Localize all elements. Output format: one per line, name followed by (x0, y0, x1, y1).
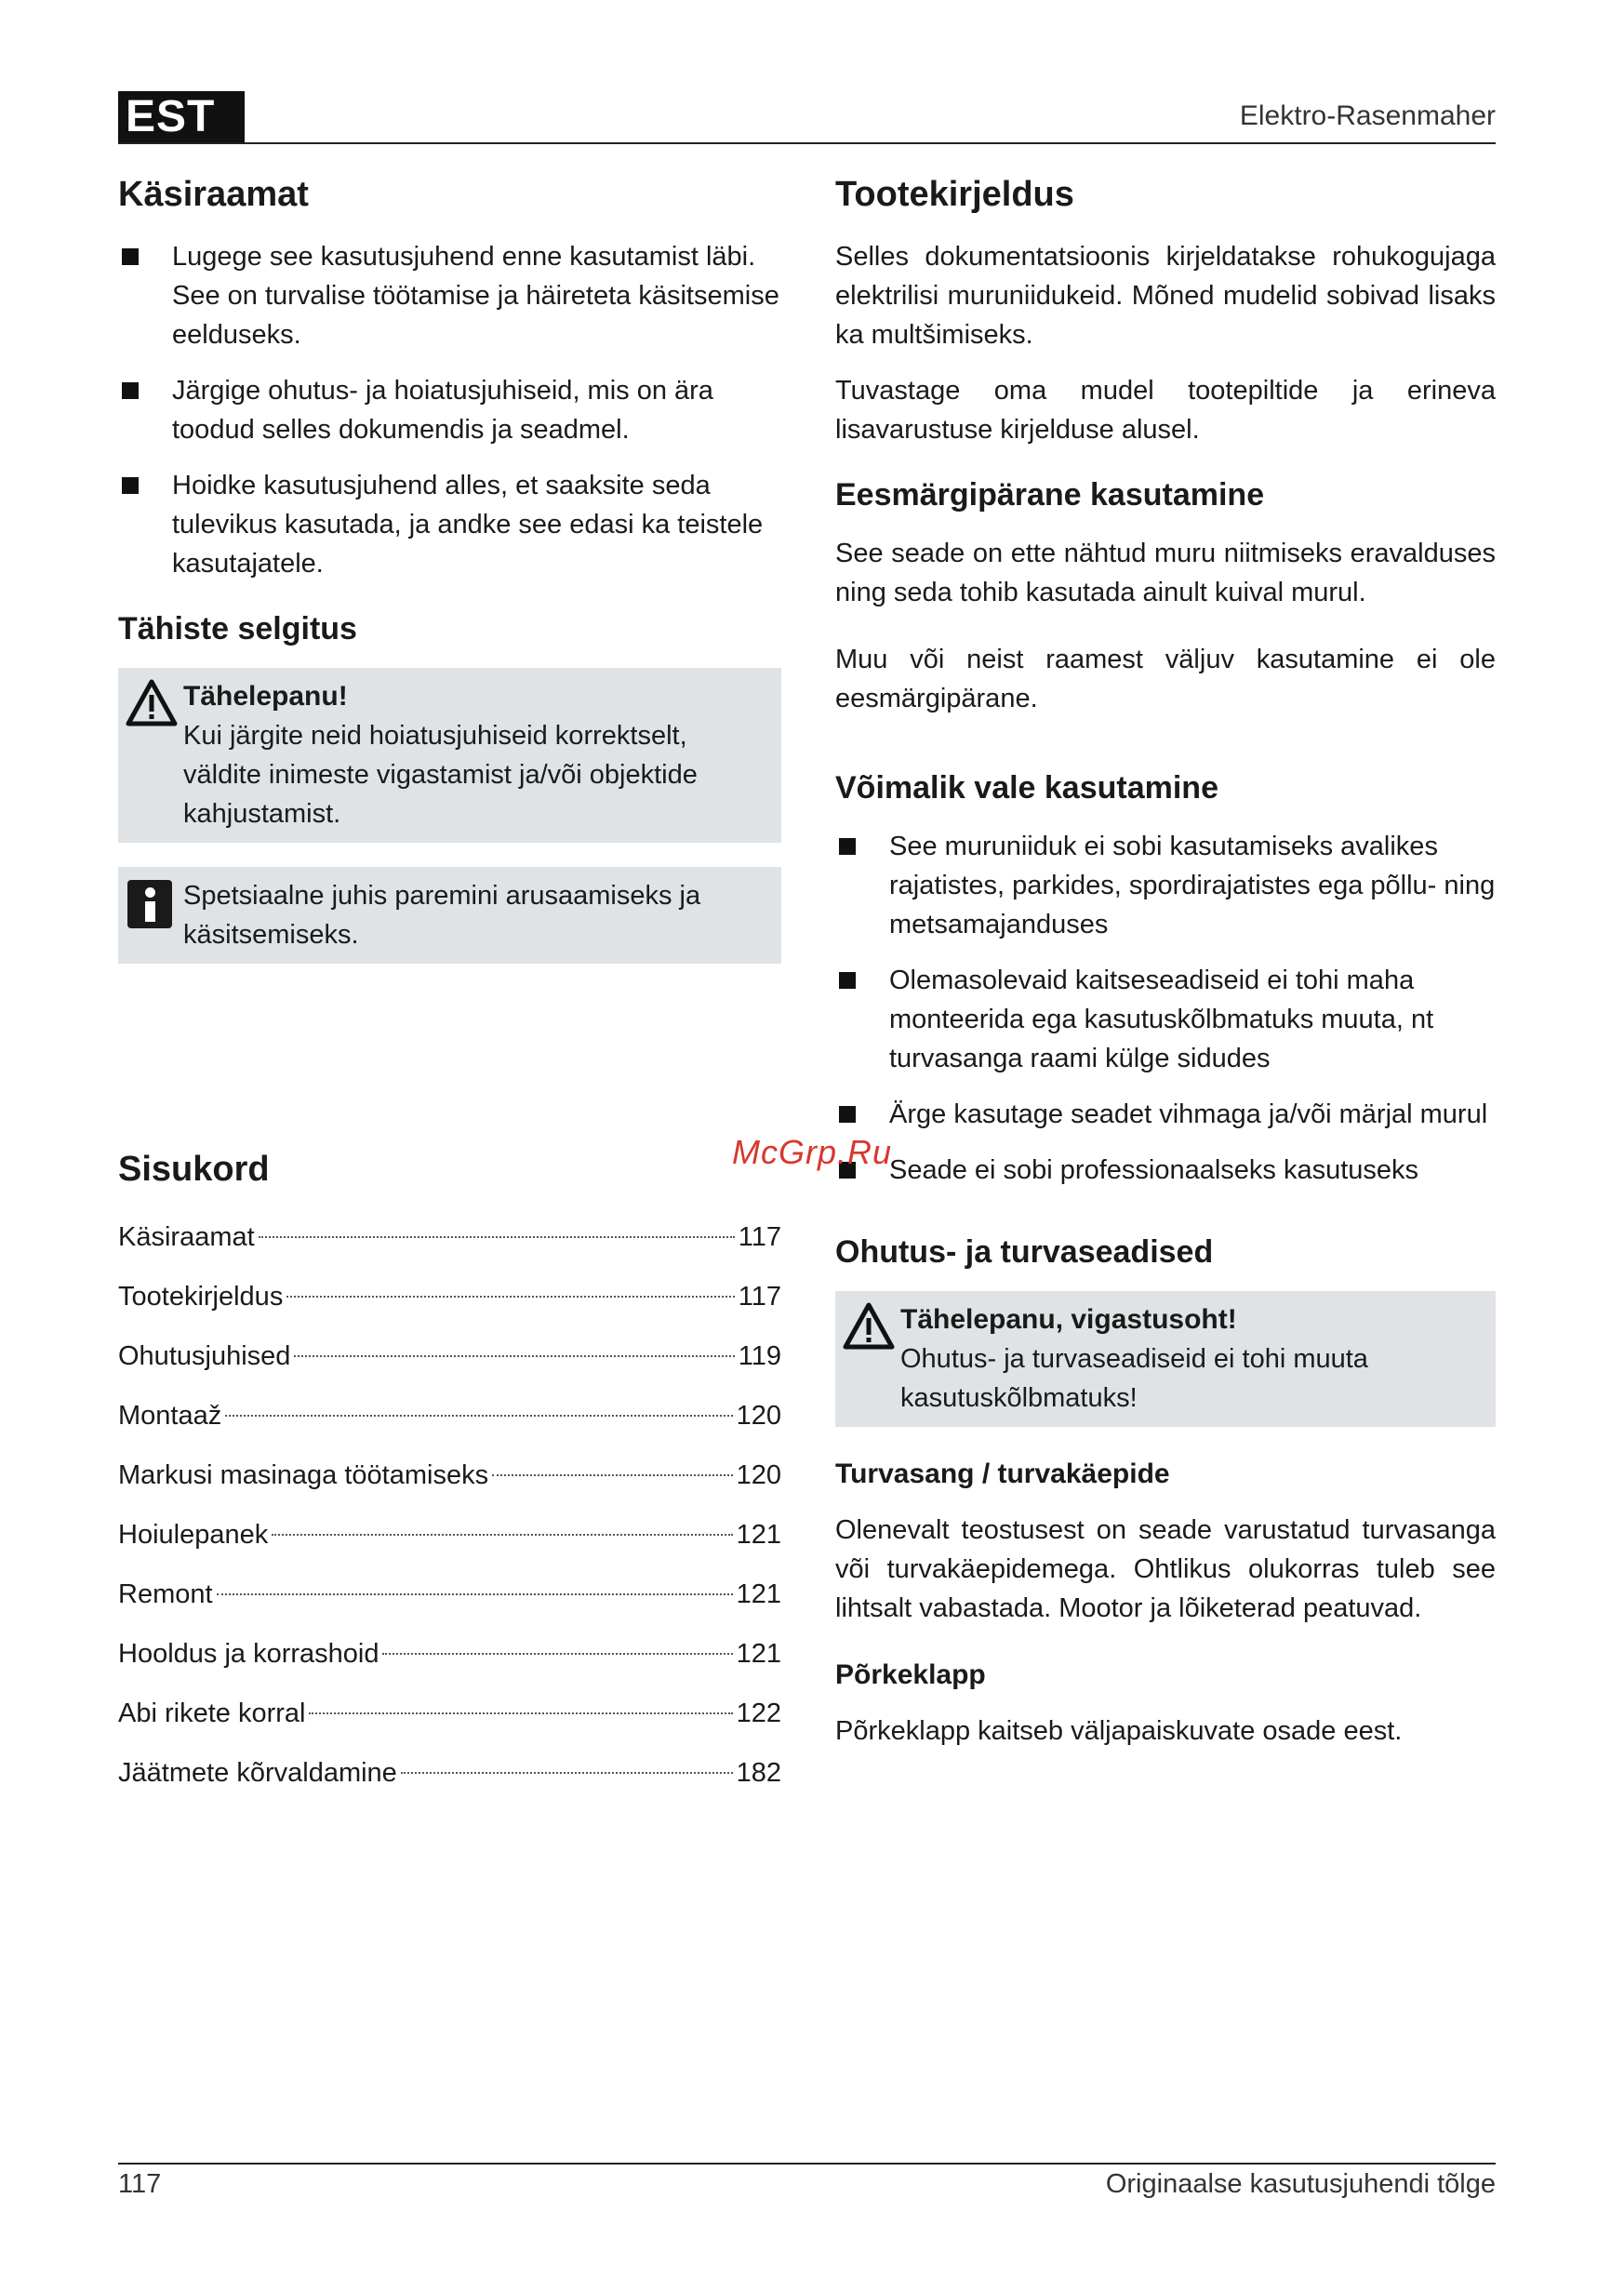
info-notice (118, 867, 781, 964)
toc-heading: Sisukord (118, 1150, 270, 1189)
footer-text: Originaalse kasutusjuhendi tõlge (1105, 2169, 1496, 2199)
deflector-heading: Põrkeklapp (835, 1659, 986, 1690)
warning-notice (118, 668, 781, 843)
safety-heading: Ohutus- ja turvaseadised (835, 1234, 1214, 1270)
square-bullet-icon (122, 382, 139, 399)
toc-entry[interactable]: Markusi masinaga töötamiseks 120 (118, 1460, 781, 1490)
toc-entry[interactable]: Remont 121 (118, 1579, 781, 1609)
toc-entry[interactable]: Jäätmete kõrvaldamine 182 (118, 1758, 781, 1788)
page-number: 117 (118, 2169, 162, 2199)
intended-use-heading: Eesmärgipärane kasutamine (835, 477, 1265, 513)
list-item: Järgige ohutus- ja hoiatusjuhiseid, mis on ära toodud selles dokumendis ja seadmel. (118, 371, 781, 449)
warning-title: Tähelepanu! (183, 681, 348, 712)
safety-warning-text: Ohutus- ja turvaseadiseid ei tohi muuta kasutuskõlbmatuks! (900, 1344, 1368, 1413)
toc-entry[interactable]: Käsiraamat 117 (118, 1222, 781, 1252)
list-item: See muruniiduk ei sobi kasutamiseks avalikes rajatistes, parkides, spordirajatistes ega põllu- ning metsamajanduses (835, 827, 1496, 944)
list-item: Lugege see kasutusjuhend enne kasutamist läbi. See on turvalise töötamise ja häireteta käsitsemise eelduseks. (118, 237, 781, 354)
intended-use-paragraph-1: See seade on ette nähtud muru niitmiseks eravalduses ning seda tohib kasutada ainult kuival murul. (835, 539, 1496, 607)
info-text: Spetsiaalne juhis paremini arusaamiseks ja käsitsemiseks. (183, 881, 701, 950)
left-column (118, 166, 781, 1813)
footer-divider (118, 2163, 1496, 2165)
intended-use-paragraph-2: Muu või neist raamest väljuv kasutamine ei ole eesmärgipärane. (835, 645, 1496, 713)
info-icon (127, 880, 172, 928)
square-bullet-icon (839, 1106, 856, 1123)
misuse-heading: Võimalik vale kasutamine (835, 770, 1218, 806)
right-column (835, 166, 1496, 1767)
list-item: Ärge kasutage seadet vihmaga ja/või märjal murul (835, 1095, 1496, 1134)
manual-list (118, 237, 781, 583)
square-bullet-icon (839, 972, 856, 989)
table-of-contents (118, 1150, 781, 1792)
toc-entry[interactable]: Abi rikete korral 122 (118, 1699, 781, 1728)
square-bullet-icon (839, 838, 856, 855)
list-item: Seade ei sobi professionaalseks kasutuseks (835, 1151, 1496, 1190)
watermark: McGrp.Ru (732, 1133, 893, 1171)
list-item: Olemasolevaid kaitseseadiseid ei tohi maha monteerida ega kasutuskõlbmatuks muuta, nt turvasanga raami külge sidudes (835, 961, 1496, 1078)
toc-entry[interactable]: Ohutusjuhised 119 (118, 1341, 781, 1371)
product-paragraph-1: Selles dokumentatsioonis kirjeldatakse rohukogujaga elektrilisi muruniidukeid. Mõned mudelid sobivad lisaks ka multšimiseks. (835, 242, 1496, 350)
warning-triangle-icon (843, 1302, 895, 1351)
manual-heading: Käsiraamat (118, 175, 309, 214)
deflector-text: Põrkeklapp kaitseb väljapaiskuvate osade eest. (835, 1716, 1403, 1746)
safety-warning-notice (835, 1291, 1496, 1427)
toc-entry[interactable]: Montaaž 120 (118, 1401, 781, 1431)
list-item: Hoidke kasutusjuhend alles, et saaksite seda tulevikus kasutada, ja andke see edasi ka teistele kasutajatele. (118, 466, 781, 583)
warning-triangle-icon (126, 679, 178, 727)
legend-heading: Tähiste selgitus (118, 611, 357, 646)
product-paragraph-2: Tuvastage oma mudel tootepiltide ja erineva lisavarustuse kirjelduse alusel. (835, 376, 1496, 445)
safety-warning-title: Tähelepanu, vigastusoht! (900, 1304, 1237, 1335)
square-bullet-icon (122, 477, 139, 494)
product-heading: Tootekirjeldus (835, 175, 1074, 214)
toc-entry[interactable]: Hooldus ja korrashoid 121 (118, 1639, 781, 1669)
toc-entry[interactable]: Tootekirjeldus 117 (118, 1282, 781, 1312)
misuse-list (835, 827, 1496, 1190)
safety-bar-text: Olenevalt teostusest on seade varustatud turvasanga või turvakäepidemega. Ohtlikus olukorras tuleb see lihtsalt vabastada. Mootor ja lõiketerad peatuvad. (835, 1515, 1496, 1623)
warning-text: Kui järgite neid hoiatusjuhiseid korrektselt, väldite inimeste vigastamist ja/või objektide kahjustamist. (183, 721, 698, 829)
safety-bar-heading: Turvasang / turvakäepide (835, 1459, 1170, 1489)
header-title: Elektro-Rasenmaher (1239, 100, 1496, 131)
toc-entry[interactable]: Hoiulepanek 121 (118, 1520, 781, 1550)
square-bullet-icon (122, 248, 139, 265)
header-divider (118, 142, 1496, 144)
language-badge: EST (118, 91, 245, 143)
